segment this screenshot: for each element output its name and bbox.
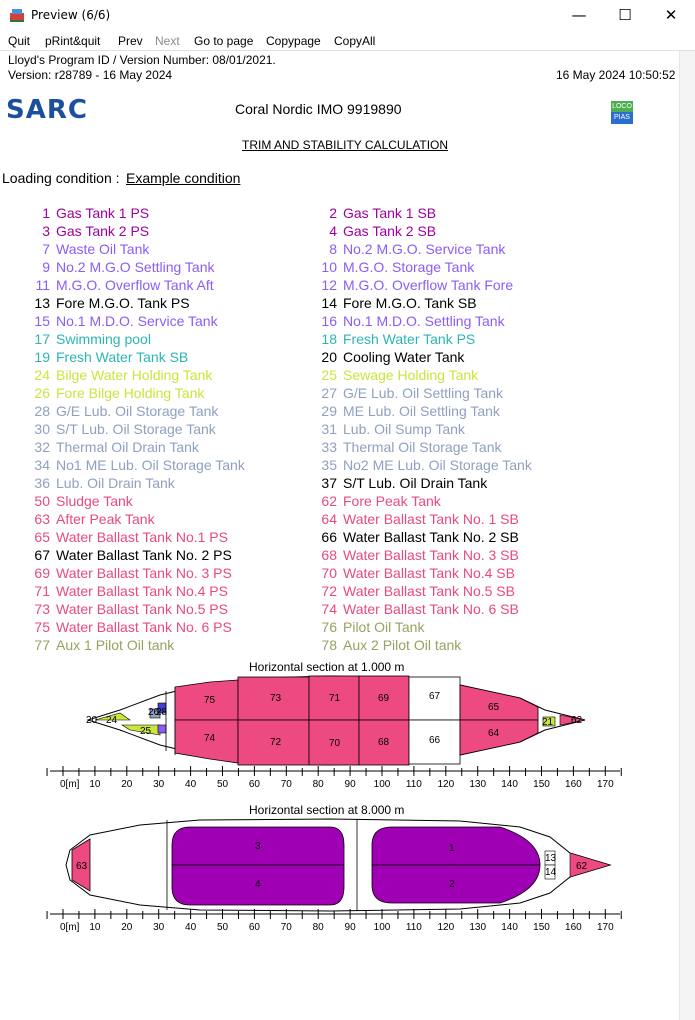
scale-label: 10 — [89, 922, 101, 933]
section1-label-66: 66 — [429, 735, 441, 746]
loco-pias-badge — [611, 101, 633, 124]
badge-pias: PIAS — [611, 112, 633, 124]
tank-number: 34 — [34, 457, 50, 473]
menu-goto-page[interactable]: Go to page — [194, 34, 254, 48]
tank-number: 62 — [321, 493, 337, 509]
menu-copyall[interactable]: CopyAll — [334, 34, 376, 48]
tank-legend-item-18 — [293, 331, 475, 347]
tank-number: 66 — [321, 529, 337, 545]
section1-label-64: 64 — [488, 728, 500, 739]
tank-name: Sludge Tank — [56, 493, 133, 509]
tank-number: 15 — [34, 313, 50, 329]
menu-prev[interactable]: Prev — [118, 34, 143, 48]
tank-legend-item-16 — [293, 313, 505, 329]
scale-label: 160 — [565, 922, 582, 933]
scale-label: 160 — [565, 779, 582, 790]
tank-number: 68 — [321, 547, 337, 563]
tank-number: 17 — [34, 331, 50, 347]
badge-loco: LOCO — [612, 103, 632, 110]
tank-legend-item-26 — [6, 385, 204, 401]
tank-number: 14 — [321, 295, 337, 311]
scale-label: 90 — [344, 922, 356, 933]
window-title: Preview (6/6) — [31, 8, 111, 22]
section2-label-62: 62 — [576, 861, 588, 872]
tank-number: 50 — [34, 493, 50, 509]
tank-number: 65 — [34, 529, 50, 545]
scale-label: 60 — [248, 922, 260, 933]
section1-plan — [0, 673, 679, 773]
tank-number: 72 — [321, 583, 337, 599]
tank-name: ME Lub. Oil Settling Tank — [343, 403, 500, 419]
section2-label-4: 4 — [255, 879, 261, 890]
section1-label-71: 71 — [329, 693, 341, 704]
scale-label: 40 — [185, 779, 197, 790]
print-datetime: 16 May 2024 10:50:52 — [556, 68, 676, 82]
tank-legend-item-11 — [6, 277, 214, 293]
tank-number: 74 — [321, 601, 337, 617]
menu-next[interactable]: Next — [155, 34, 180, 48]
tank-legend-item-68 — [293, 547, 519, 563]
loading-condition-label: Loading condition : — [2, 170, 120, 186]
tank-legend-item-73 — [6, 601, 228, 617]
tank-legend-item-72 — [293, 583, 515, 599]
tank-name: G/E Lub. Oil Storage Tank — [56, 403, 219, 419]
menu-bar — [0, 31, 695, 51]
menu-print-quit[interactable]: pRint&quit — [45, 34, 101, 48]
tank-number: 13 — [34, 295, 50, 311]
section1-label-70: 70 — [329, 738, 341, 749]
tank-legend-item-50 — [6, 493, 133, 509]
section1-label-21: 21 — [542, 717, 554, 728]
scale-label: 50 — [216, 922, 229, 933]
tank-name: Water Ballast Tank No.4 PS — [56, 583, 228, 599]
tank-name: Fresh Water Tank SB — [56, 349, 189, 365]
section1-label-68: 68 — [378, 737, 390, 748]
tank-legend-item-9 — [6, 259, 214, 275]
tank-number: 73 — [34, 601, 50, 617]
scale-label: 100 — [373, 922, 391, 933]
section2-scale — [0, 906, 679, 936]
tank-number: 3 — [42, 223, 50, 239]
tank-name: Water Ballast Tank No. 3 SB — [343, 547, 519, 563]
tank-36 — [158, 725, 166, 733]
scale-label: 130 — [469, 779, 487, 790]
tank-legend-item-36 — [6, 475, 175, 491]
tank-number: 77 — [34, 637, 50, 653]
tank-name: Fresh Water Tank PS — [343, 331, 476, 347]
tank-legend-item-15 — [6, 313, 218, 329]
tank-name: Water Ballast Tank No.5 SB — [343, 583, 515, 599]
section1-scale-unit: 0[m] — [60, 779, 80, 790]
section2-label-13: 13 — [545, 853, 557, 864]
tank-number: 69 — [34, 565, 50, 581]
section1-scale — [0, 763, 679, 793]
close-icon: ✕ — [664, 6, 678, 24]
scale-label: 30 — [153, 922, 165, 933]
tank-legend-item-35 — [293, 457, 532, 473]
tank-legend-item-29 — [293, 403, 500, 419]
tank-legend-item-37 — [293, 475, 487, 491]
tank-name: No.2 M.G.O Settling Tank — [56, 259, 215, 275]
tank-name: S/T Lub. Oil Drain Tank — [343, 475, 488, 491]
tank-legend-item-4 — [293, 223, 436, 239]
tank-2 — [372, 865, 540, 903]
tank-legend-item-66 — [293, 529, 519, 545]
tank-number: 76 — [321, 619, 337, 635]
scale-label: 40 — [185, 922, 197, 933]
tank-name: Gas Tank 1 PS — [56, 205, 150, 221]
tank-legend-item-24 — [6, 367, 212, 383]
tank-legend-item-3 — [6, 223, 149, 239]
scale-label: 140 — [501, 779, 518, 790]
version-line: Version: r28789 - 16 May 2024 — [8, 68, 173, 82]
tank-number: 18 — [321, 331, 337, 347]
maximize-button[interactable] — [602, 0, 648, 31]
scale-label: 170 — [596, 779, 614, 790]
tank-legend-item-14 — [293, 295, 477, 311]
program-id: Lloyd's Program ID / Version Number: 08/01/2021. — [8, 53, 276, 67]
ship-name: Coral Nordic IMO 9919890 — [235, 101, 402, 117]
tank-name: G/E Lub. Oil Settling Tank — [343, 385, 504, 401]
scale-label: 20 — [121, 922, 133, 933]
section2-label-1: 1 — [449, 843, 455, 854]
tank-number: 37 — [321, 475, 337, 491]
tank-legend-item-67 — [6, 547, 232, 563]
scale-label: 10 — [89, 779, 101, 790]
tank-number: 63 — [34, 511, 50, 527]
tank-name: Water Ballast Tank No.4 SB — [343, 565, 515, 581]
section1-label-73: 73 — [270, 693, 282, 704]
section2-plan — [0, 815, 679, 915]
section1-label-65: 65 — [488, 702, 500, 713]
tank-name: Fore M.G.O. Tank PS — [56, 295, 190, 311]
tank-legend-item-74 — [293, 601, 519, 617]
tank-number: 20 — [321, 349, 337, 365]
scale-label: 170 — [596, 922, 614, 933]
tank-name: Water Ballast Tank No. 6 SB — [343, 601, 519, 617]
loading-condition-value: Example condition — [126, 170, 241, 186]
tank-name: Aux 2 Pilot Oil tank — [343, 637, 462, 653]
vertical-scrollbar[interactable] — [679, 51, 695, 1020]
scale-label: 60 — [248, 779, 260, 790]
tank-legend-item-71 — [6, 583, 228, 599]
tank-number: 12 — [321, 277, 337, 293]
tank-name: Water Ballast Tank No. 1 SB — [343, 511, 519, 527]
tank-number: 1 — [42, 205, 50, 221]
scale-label: 100 — [373, 779, 391, 790]
menu-copypage[interactable]: Copypage — [266, 34, 321, 48]
tank-name: Sewage Holding Tank — [343, 367, 479, 383]
tank-legend-item-17 — [6, 331, 151, 347]
tank-number: 24 — [34, 367, 50, 383]
app-icon — [9, 8, 25, 23]
preview-page — [0, 51, 679, 1020]
scale-label: 90 — [344, 779, 356, 790]
tank-name: Fore Bilge Holding Tank — [56, 385, 205, 401]
tank-number: 75 — [34, 619, 50, 635]
scale-label: 140 — [501, 922, 518, 933]
tank-number: 78 — [321, 637, 337, 653]
tank-name: Fore M.G.O. Tank SB — [343, 295, 477, 311]
tank-number: 32 — [34, 439, 50, 455]
scale-label: 130 — [469, 922, 487, 933]
tank-name: No1 ME Lub. Oil Storage Tank — [56, 457, 245, 473]
tank-number: 4 — [329, 223, 337, 239]
tank-legend-item-20 — [293, 349, 464, 365]
tank-number: 2 — [329, 205, 337, 221]
tank-name: Water Ballast Tank No. 2 PS — [56, 547, 232, 563]
maximize-icon: ☐ — [618, 6, 632, 24]
tank-legend-item-12 — [293, 277, 513, 293]
section1-label-26: 26 — [148, 707, 160, 718]
scale-label: 50 — [216, 779, 229, 790]
tank-name: Cooling Water Tank — [343, 349, 465, 365]
section2-label-2: 2 — [449, 879, 455, 890]
scale-label: 120 — [437, 922, 455, 933]
section2-title: Horizontal section at 8.000 m — [249, 803, 405, 817]
window-titlebar — [0, 0, 695, 31]
scale-label: 110 — [405, 779, 422, 790]
tank-name: Gas Tank 1 SB — [343, 205, 437, 221]
section1-label-75: 75 — [204, 695, 216, 706]
tank-number: 28 — [34, 403, 50, 419]
tank-legend-item-78 — [293, 637, 461, 653]
tank-legend-item-31 — [293, 421, 465, 437]
tank-number: 70 — [321, 565, 337, 581]
tank-legend-item-28 — [6, 403, 218, 419]
tank-legend-item-1 — [6, 205, 149, 221]
tank-number: 33 — [321, 439, 337, 455]
tank-number: 25 — [321, 367, 337, 383]
tank-name: Thermal Oil Drain Tank — [56, 439, 199, 455]
tank-legend-item-27 — [293, 385, 503, 401]
tank-legend-item-77 — [6, 637, 174, 653]
tank-legend-item-76 — [293, 619, 424, 635]
section1-title: Horizontal section at 1.000 m — [249, 660, 405, 674]
scale-label: 80 — [312, 779, 324, 790]
scale-label: 70 — [280, 922, 292, 933]
tank-legend-item-65 — [6, 529, 228, 545]
tank-legend-item-10 — [293, 259, 474, 275]
tank-name: Lub. Oil Sump Tank — [343, 421, 465, 437]
tank-name: Water Ballast Tank No. 6 PS — [56, 619, 232, 635]
tank-legend-item-25 — [293, 367, 478, 383]
tank-name: M.G.O. Overflow Tank Fore — [343, 277, 514, 293]
scale-label: 80 — [312, 922, 324, 933]
tank-number: 31 — [321, 421, 337, 437]
tank-name: Swimming pool — [56, 331, 151, 347]
tank-number: 7 — [42, 241, 50, 257]
tank-number: 9 — [42, 259, 50, 275]
tank-name: Thermal Oil Storage Tank — [343, 439, 502, 455]
tank-number: 26 — [34, 385, 50, 401]
section1-label-72: 72 — [270, 737, 282, 748]
tank-name: No.2 M.G.O. Service Tank — [343, 241, 506, 257]
tank-name: After Peak Tank — [56, 511, 155, 527]
tank-name: Fore Peak Tank — [343, 493, 441, 509]
tank-1 — [372, 827, 540, 865]
tank-legend-item-7 — [6, 241, 149, 257]
section1-label-28: 28 — [156, 707, 168, 718]
tank-legend-item-69 — [6, 565, 232, 581]
tank-name: Lub. Oil Drain Tank — [56, 475, 175, 491]
scale-label: 110 — [405, 922, 422, 933]
tank-name: Water Ballast Tank No.1 PS — [56, 529, 228, 545]
scale-label: 120 — [437, 779, 455, 790]
tank-name: Gas Tank 2 PS — [56, 223, 150, 239]
scale-label: 150 — [533, 779, 550, 790]
sarc-logo: SARC — [6, 95, 88, 125]
tank-name: No.1 M.D.O. Service Tank — [56, 313, 218, 329]
scale-label: 30 — [153, 779, 165, 790]
tank-number: 35 — [321, 457, 337, 473]
section2-label-3: 3 — [255, 841, 261, 852]
section2-scale-unit: 0[m] — [60, 922, 80, 933]
tank-legend-item-33 — [293, 439, 501, 455]
section1-label-25: 25 — [140, 726, 152, 737]
tank-legend-item-34 — [6, 457, 245, 473]
section2-label-63: 63 — [76, 861, 88, 872]
tank-name: S/T Lub. Oil Storage Tank — [56, 421, 216, 437]
tank-name: No2 ME Lub. Oil Storage Tank — [343, 457, 532, 473]
tank-number: 36 — [34, 475, 50, 491]
tank-number: 30 — [34, 421, 50, 437]
tank-legend-item-63 — [6, 511, 155, 527]
tank-name: Aux 1 Pilot Oil tank — [56, 637, 175, 653]
section1-label-20: 20 — [86, 715, 98, 726]
tank-name: Water Ballast Tank No. 3 PS — [56, 565, 232, 581]
tank-legend-item-75 — [6, 619, 232, 635]
tank-number: 64 — [321, 511, 337, 527]
section1-label-62: 62 — [571, 715, 583, 726]
tank-number: 8 — [329, 241, 337, 257]
tank-name: M.G.O. Storage Tank — [343, 259, 475, 275]
tank-name: Pilot Oil Tank — [343, 619, 425, 635]
tank-number: 27 — [321, 385, 337, 401]
tank-name: Water Ballast Tank No.5 PS — [56, 601, 228, 617]
minimize-icon: — — [571, 6, 587, 24]
tank-legend-item-8 — [293, 241, 505, 257]
section1-label-67: 67 — [429, 691, 441, 702]
tank-number: 67 — [34, 547, 50, 563]
scale-label: 150 — [533, 922, 550, 933]
tank-legend-item-32 — [6, 439, 199, 455]
tank-legend-item-30 — [6, 421, 216, 437]
section1-label-69: 69 — [378, 693, 390, 704]
calc-title: TRIM AND STABILITY CALCULATION — [242, 138, 449, 152]
tank-legend-item-64 — [293, 511, 519, 527]
close-button[interactable] — [648, 0, 694, 31]
tank-legend-item-13 — [6, 295, 190, 311]
tank-name: Gas Tank 2 SB — [343, 223, 437, 239]
tank-number: 16 — [321, 313, 337, 329]
section2-label-14: 14 — [545, 867, 557, 878]
tank-legend-item-2 — [293, 205, 436, 221]
tank-name: Water Ballast Tank No. 2 SB — [343, 529, 519, 545]
tank-number: 71 — [34, 583, 50, 599]
tank-number: 10 — [321, 259, 337, 275]
tank-number: 29 — [321, 403, 337, 419]
scale-label: 70 — [280, 779, 292, 790]
tank-legend-item-70 — [293, 565, 515, 581]
tank-number: 19 — [34, 349, 50, 365]
tank-name: Waste Oil Tank — [56, 241, 150, 257]
tank-number: 11 — [35, 277, 50, 293]
minimize-button[interactable] — [556, 0, 602, 31]
scale-label: 20 — [121, 779, 133, 790]
tank-name: M.G.O. Overflow Tank Aft — [56, 277, 214, 293]
tank-legend-item-19 — [6, 349, 188, 365]
section1-label-74: 74 — [204, 733, 216, 744]
tank-name: No.1 M.D.O. Settling Tank — [343, 313, 505, 329]
tank-name: Bilge Water Holding Tank — [56, 367, 213, 383]
section1-label-24: 24 — [106, 715, 118, 726]
tank-legend-item-62 — [293, 493, 441, 509]
menu-quit[interactable]: Quit — [8, 34, 31, 48]
